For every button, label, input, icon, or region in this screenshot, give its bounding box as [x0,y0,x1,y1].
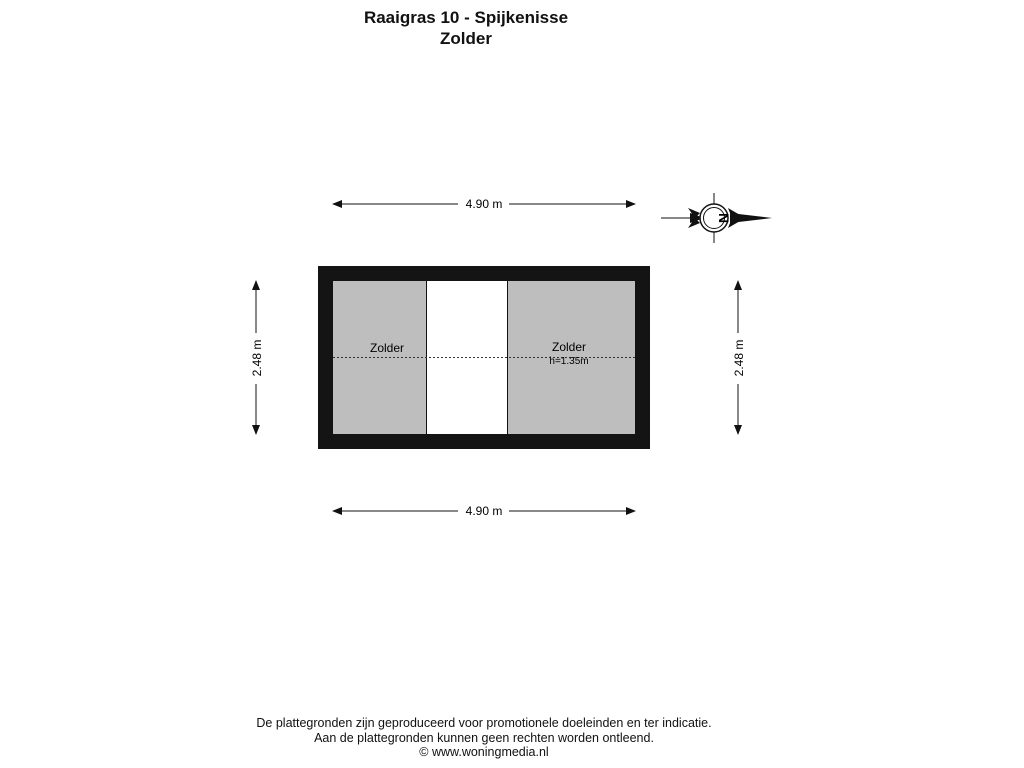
dimension-width-bottom [333,504,635,518]
copyright-line: © www.woningmedia.nl [419,745,549,759]
dimension-height-right-label: 2.48 m [732,339,746,377]
dimension-width-bottom-label: 4.90 m [465,504,503,518]
room-right-label: Zolder [551,340,587,354]
floor-title: Zolder [440,29,492,48]
dimension-height-right [732,281,746,434]
disclaimer-line-1: De plattegronden zijn geproduceerd voor promotionele doeleinden en ter indicatie. [256,716,712,730]
dimension-width-top-label: 4.90 m [465,197,503,211]
dimension-height-left-label: 2.48 m [250,339,264,377]
room-left-label: Zolder [369,341,405,355]
compass-icon [661,193,772,243]
dimension-height-left [250,281,264,434]
dimension-width-top [333,197,635,211]
compass-north-label: N [716,212,732,224]
disclaimer-line-2: Aan de plattegronden kunnen geen rechten worden ontleend. [314,731,654,745]
plan-title: Raaigras 10 - Spijkenisse [363,8,569,27]
room-right-height-note: h=1.35m [549,356,589,367]
